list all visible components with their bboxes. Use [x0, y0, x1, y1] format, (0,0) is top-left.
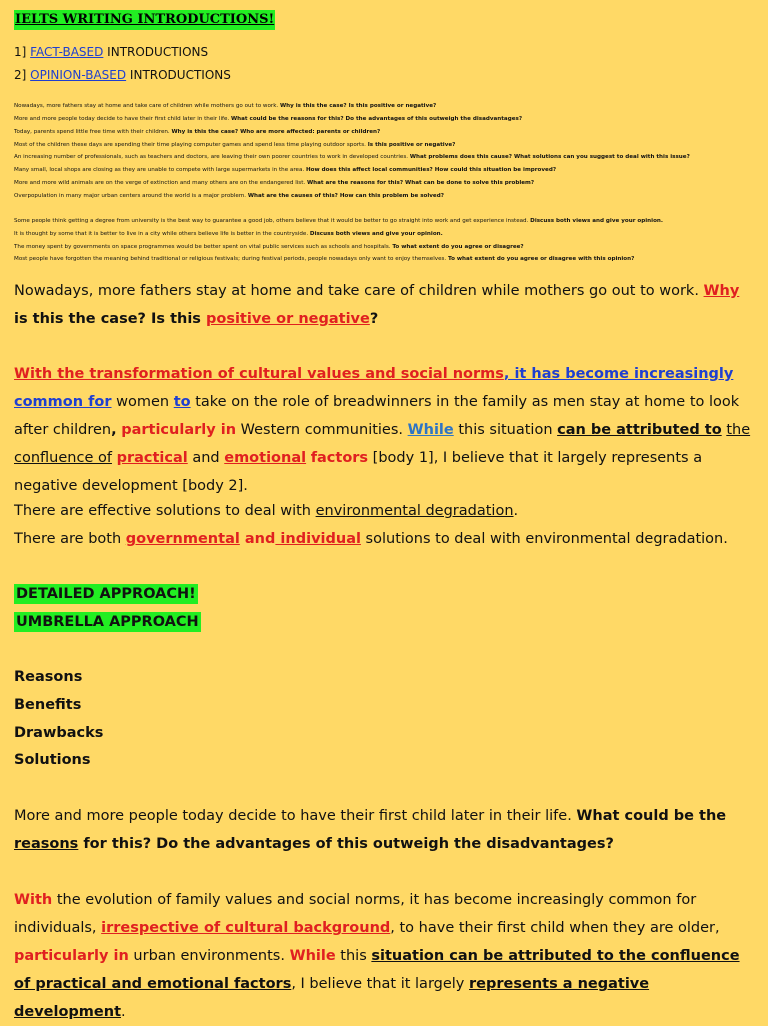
- example1-prompt: Nowadays, more fathers stay at home and take care of children while mothers go out to work. Why is this the case? Is this positive or negative?: [14, 283, 740, 327]
- prompt-line: Many small, local shops are closing as they are unable to compete with large supermarkets in the area. How does this affect local communities? How could this situation be improved?: [14, 167, 557, 173]
- prompt-line: More and more wild animals are on the verge of extinction and many others are on the endangered list. What are the reasons for this? What can be done to solve this problem?: [14, 180, 535, 186]
- example1-introduction: With the transformation of cultural values and social norms, it has become increasingly common for women to take on the role of breadwinners in the family as men stay at home to look after children, particularly in Western communities. While this situation can be attributed to the confluence of practical and emotional factors [body 1], I believe that it largely represents a negative development [body 2].: [14, 366, 751, 494]
- example2-introduction: With the evolution of family values and social norms, it has become increasingly common for individuals, irrespective of cultural background, to have their first child when they are older, particularly in urban environments. While this situation can be attributed to the confluence of practical and emotional factors, I believe that it largely represents a negative development.: [14, 892, 740, 1020]
- prompt-line: Most of the children these days are spending their time playing computer games and spend less time playing outdoor sports. Is this positive or negative?: [14, 142, 456, 148]
- umbrella-approach-label: UMBRELLA APPROACH: [16, 614, 199, 630]
- prompt-line: An increasing number of professionals, such as teachers and doctors, are leaving their own poorer countries to work in developed countries. What problems does this cause? What solutions can you suggest to deal with this issue?: [14, 154, 690, 160]
- prompt-line: Some people think getting a degree from university is the best way to guarantee a good job, others believe that it would be better to go straight into work and get experience instead. Discuss both views and give your opinion.: [14, 218, 664, 224]
- fact-based-link[interactable]: FACT-BASED: [30, 45, 104, 59]
- page-title: IELTS WRITING INTRODUCTIONS!: [14, 10, 275, 30]
- list-item-solutions: Solutions: [14, 752, 91, 768]
- detailed-approach-label: DETAILED APPROACH!: [16, 586, 196, 602]
- prompt-line: Overpopulation in many major urban centers around the world is a major problem. What are the causes of this? How can this problem be solved?: [14, 193, 444, 199]
- prompt-line: More and more people today decide to have their first child later in their life. What could be the reasons for this? Do the advantages of this outweigh the disadvantages?: [14, 116, 523, 122]
- list-item-drawbacks: Drawbacks: [14, 725, 104, 741]
- prompt-line: Today, parents spend little free time with their children. Why is this the case? Who are more affected: parents or children?: [14, 129, 381, 135]
- prompt-line: Nowadays, more fathers stay at home and take care of children while mothers go out to work. Why is this the case? Is this positive or negative?: [14, 103, 437, 109]
- solutions-line-1: There are effective solutions to deal with environmental degradation.: [14, 503, 519, 519]
- prompt-line: Most people have forgotten the meaning behind traditional or religious festivals; during festival periods, people nowadays only want to enjoy themselves. To what extent do you agree or disagree with this opinion?: [14, 256, 635, 262]
- type-opinion-based: 2] OPINION-BASED INTRODUCTIONS: [14, 68, 231, 82]
- list-item-benefits: Benefits: [14, 697, 82, 713]
- opinion-based-link[interactable]: OPINION-BASED: [30, 68, 127, 82]
- prompt-line: It is thought by some that it is better to live in a city while others believe life is better in the countryside. Discuss both views and give your opinion.: [14, 231, 443, 237]
- type-fact-based: 1] FACT-BASED INTRODUCTIONS: [14, 45, 209, 59]
- list-item-reasons: Reasons: [14, 669, 83, 685]
- solutions-line-2: There are both governmental and individual solutions to deal with environmental degradation.: [14, 531, 728, 547]
- prompt-line: The money spent by governments on space programmes would be better spent on vital public services such as schools and hospitals. To what extent do you agree or disagree?: [14, 244, 524, 250]
- example2-prompt: More and more people today decide to have their first child later in their life. What could be the reasons for this? Do the advantages of this outweigh the disadvantages?: [14, 808, 727, 852]
